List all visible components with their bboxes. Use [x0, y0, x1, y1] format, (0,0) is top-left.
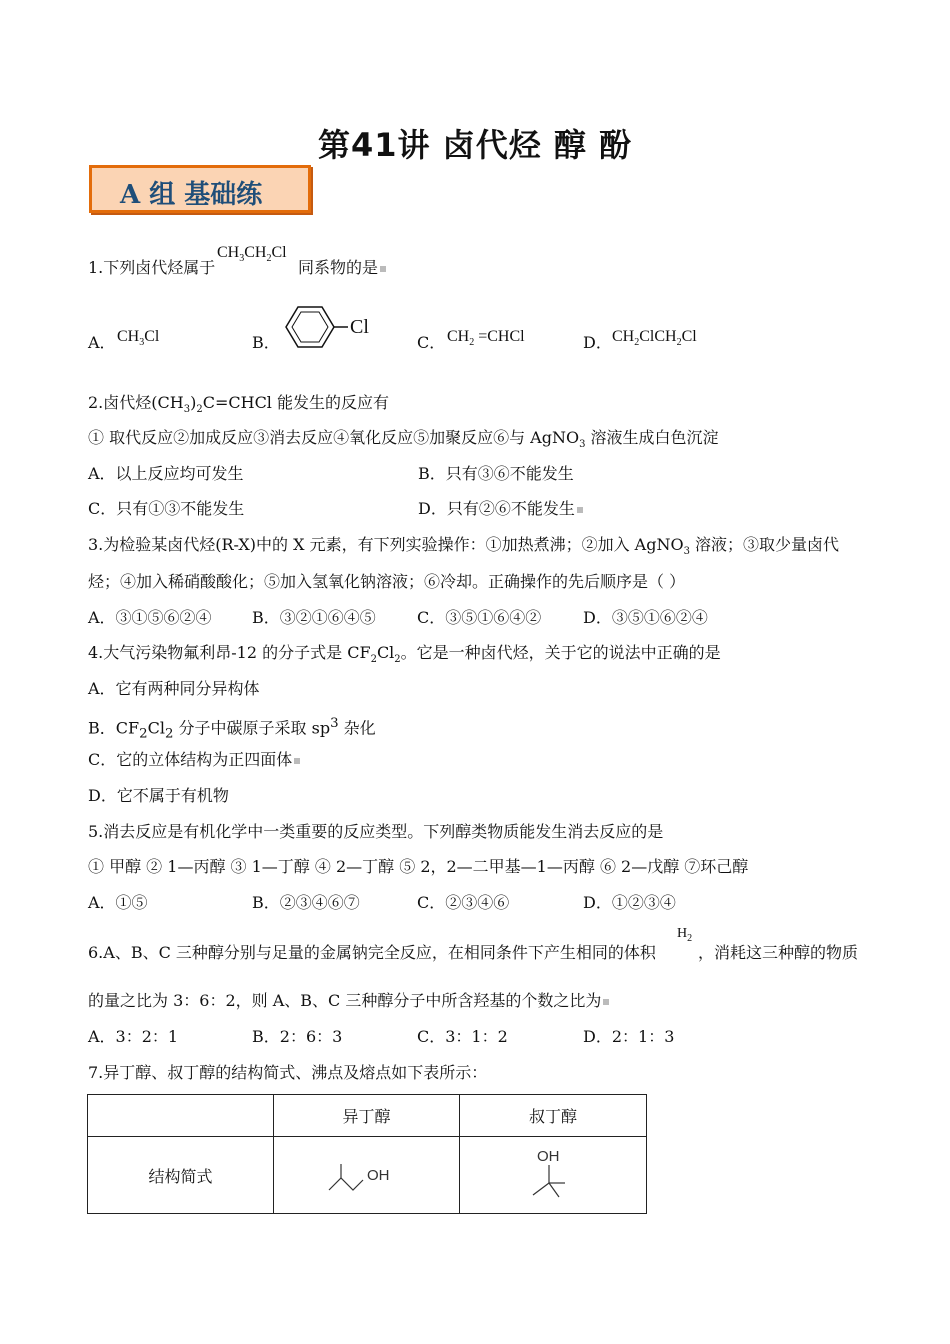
page-title: 第41讲 卤代烃 醇 酚	[318, 126, 632, 164]
alcohol-properties-table	[87, 1094, 647, 1214]
q1-option-d-label: D．	[583, 333, 612, 352]
q5-alcohol-list: ① 甲醇 ② 1—丙醇 ③ 1—丁醇 ④ 2—丁醇 ⑤ 2，2—二甲基—1—丙醇 ⑥ 2—戊醇 ⑦环己醇	[88, 857, 749, 876]
q3-stem-line1: 3.为检验某卤代烃(R-X)中的 X 元素，有下列实验操作：①加热煮沸；②加入 AgNO$_3$ 溶液；③取少量卤代	[88, 535, 840, 558]
q3-stem-line2: 烃；④加入稀硝酸酸化；⑤加入氢氧化钠溶液；⑥冷却。正确操作的先后顺序是（ ）	[88, 572, 686, 591]
group-label: A 组 基础练	[120, 180, 263, 210]
chlorobenzene-structure	[276, 302, 386, 352]
table-row-label: 结构简式	[88, 1137, 274, 1214]
tert-butanol-structure-cell	[460, 1137, 647, 1214]
tert-butanol-structure	[523, 1145, 583, 1205]
q1-option-d-formula: $CH_2ClCH_2Cl$	[612, 328, 697, 349]
q2-option-b: B．只有③⑥不能发生	[418, 464, 574, 483]
table-header-cell: 叔丁醇	[460, 1095, 647, 1137]
tert-butanol-oh-label: OH	[537, 1148, 560, 1165]
q3-option-c: C．③⑤①⑥④②	[417, 608, 542, 627]
q4-option-a: A．它有两种同分异构体	[88, 679, 260, 698]
q2-stem: 2.卤代烃$(CH_3)_2C=CHCl$ 能发生的反应有	[88, 393, 390, 416]
q6-option-a: A．3：2：1	[88, 1027, 179, 1046]
q5-stem: 5.消去反应是有机化学中一类重要的反应类型。下列醇类物质能发生消去反应的是	[88, 822, 664, 841]
q4-option-c: C．它的立体结构为正四面体	[88, 750, 300, 770]
q5-option-b: B．②③④⑥⑦	[252, 893, 360, 912]
q6-stem-line1-end: ，消耗这三种醇的物质	[698, 943, 859, 962]
q5-option-c: C．②③④⑥	[417, 893, 510, 912]
q2-option-a: A．以上反应均可发生	[88, 464, 244, 483]
q6-stem-line2: 的量之比为 3：6：2，则 A、B、C 三种醇分子中所含羟基的个数之比为	[88, 991, 609, 1011]
table-header-row	[88, 1095, 647, 1137]
q2-option-c: C．只有①③不能发生	[88, 499, 245, 518]
q3-option-a: A．③①⑤⑥②④	[88, 608, 212, 627]
isobutanol-structure	[327, 1150, 407, 1200]
watermark-icon	[380, 266, 386, 272]
watermark-icon	[603, 999, 609, 1005]
q1-stem-end: 同系物的是	[298, 258, 386, 278]
q5-option-a: A．①⑤	[88, 893, 148, 912]
q2-option-d: D．只有②⑥不能发生	[418, 499, 583, 519]
q1-stem: 1.下列卤代烃属于	[88, 258, 216, 277]
q1-formula: $CH_3CH_2Cl$	[217, 244, 287, 265]
q2-reaction-list: ① 取代反应②加成反应③消去反应④氧化反应⑤加聚反应⑥与 AgNO$_3$ 溶液生成白色沉淀	[88, 428, 719, 451]
q6-option-d: D．2：1：3	[583, 1027, 675, 1046]
q6-stem-line1: 6.A、B、C 三种醇分别与足量的金属钠完全反应，在相同条件下产生相同的体积	[88, 943, 656, 962]
table-header-cell	[88, 1095, 274, 1137]
watermark-icon	[577, 507, 583, 513]
group-label-box	[89, 165, 311, 213]
q7-stem: 7.异丁醇、叔丁醇的结构简式、沸点及熔点如下表所示：	[88, 1063, 488, 1082]
watermark-icon	[294, 758, 300, 764]
q4-option-b: B．$CF_2Cl_2$ 分子中碳原子采取 $sp^3$ 杂化	[88, 716, 376, 742]
q6-option-c: C．3：1：2	[417, 1027, 508, 1046]
q1-option-b-formula: Cl	[350, 316, 369, 338]
q1-option-a-formula: $CH_3Cl$	[117, 328, 160, 349]
q4-option-d: D．它不属于有机物	[88, 786, 229, 805]
q6-h2-formula: $H_2$	[677, 926, 693, 944]
q1-option-c-label: C．	[417, 333, 446, 352]
q1-option-b-label: B．	[252, 333, 280, 352]
q1-option-a-label: A．	[88, 333, 116, 352]
table-row	[88, 1137, 647, 1214]
q4-stem: 4.大气污染物氟利昂-12 的分子式是 $CF_2Cl_2$。它是一种卤代烃，关于它的说法中正确的是	[88, 643, 721, 666]
isobutanol-oh-label: OH	[366, 1167, 389, 1184]
table-header-cell: 异丁醇	[274, 1095, 460, 1137]
q3-option-b: B．③②①⑥④⑤	[252, 608, 376, 627]
q6-option-b: B．2：6：3	[252, 1027, 343, 1046]
q5-option-d: D．①②③④	[583, 893, 676, 912]
isobutanol-structure-cell	[274, 1137, 460, 1214]
q3-option-d: D．③⑤①⑥②④	[583, 608, 708, 627]
q1-option-c-formula: $CH_2$ =CHCl	[447, 328, 525, 349]
